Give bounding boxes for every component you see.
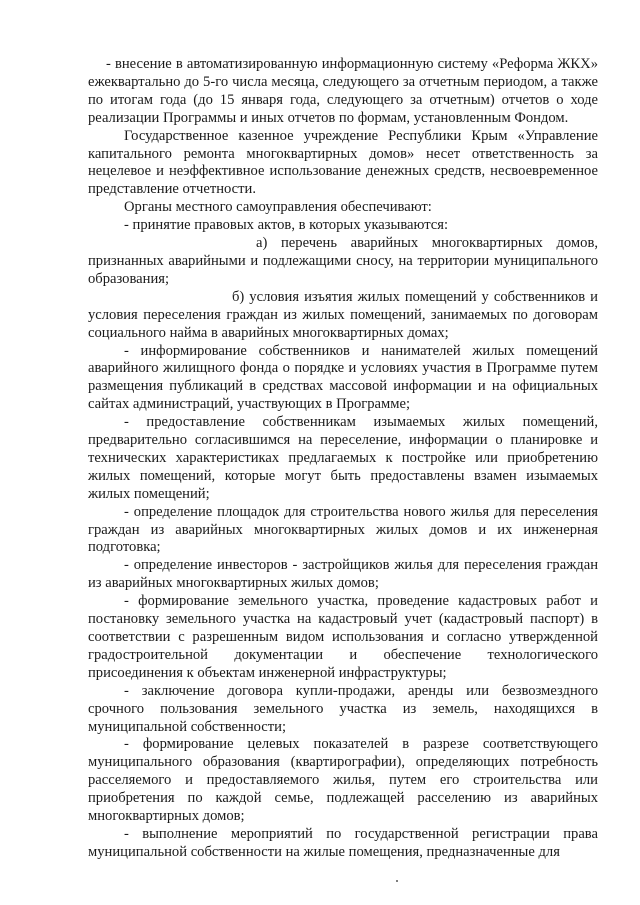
paragraph-investors: - определение инвесторов - застройщиков жилья для переселения граждан из аварийных многоквартирных жилых домов; (88, 557, 598, 592)
paragraph-responsibility: Государственное казенное учреждение Республики Крым «Управление капитального ремонта многоквартирных домов» несет ответственность за нецелевое и неэффективное использование денежных средств, несвоевременное представление отчетности. (88, 127, 598, 198)
paragraph-targets: - формирование целевых показателей в разрезе соответствующего муниципального образования (квартирографии), определяющих потребность расселяемого и предоставляемого жилья, путем его строительства или приобретения по каждой семье, подлежащей расселению из аварийных многоквартирных домов; (88, 736, 598, 825)
paragraph-reform-gkh: - внесение в автоматизированную информационную систему «Реформа ЖКХ» ежеквартально до 5-го числа месяца, следующего за отчетным периодом, а также по итогам года (до 15 января года, следующего за отчетным) отчетов о ходе реализации Программы и иных отчетов по формам, установленным Фондом. (88, 56, 598, 126)
paragraph-registration: - выполнение мероприятий по государственной регистрации права муниципальной собственности на жилые помещения, предназначенные для (88, 825, 598, 860)
list-item-b: б) условия изъятия жилых помещений у собственников и условия переселения граждан из жилых помещений, занимаемых по договорам социального найма в аварийных многоквартирных домах; (88, 288, 598, 341)
paragraph-providing-info: - предоставление собственникам изымаемых жилых помещений, предварительно согласившимся на переселение, информации о планировке и технических характеристиках предлагаемых к постройке или приобретению жилых помещений, которые могут быть предоставлены взамен изымаемых жилых помещений; (88, 414, 598, 502)
paragraph-legal-acts: - принятие правовых актов, в которых указываются: (124, 217, 449, 234)
document-body (88, 56, 598, 862)
paragraph-land-plot: - формирование земельного участка, проведение кадастровых работ и постановку земельного участка на кадастровый учет (кадастровый паспорт) в соответствии с разрешенным видом использования и согласно утвержденной градостроительной документации и обеспечение технологического присоединения к объектам инженерной инфраструктуры; (88, 593, 598, 681)
paragraph-local-government: Органы местного самоуправления обеспечивают: (124, 199, 432, 216)
paragraph-sites: - определение площадок для строительства нового жилья для переселения граждан из аварийных многоквартирных жилых домов и их инженерная подготовка; (88, 503, 598, 556)
scan-speck (396, 880, 398, 882)
paragraph-contract: - заключение договора купли-продажи, аренды или безвозмездного срочного пользования земельного участка из земель, находящихся в муниципальной собственности; (88, 682, 598, 735)
paragraph-informing: - информирование собственников и нанимателей жилых помещений аварийного жилищного фонда о порядке и условиях участия в Программе путем размещения публикаций в средствах массовой информации и на официальных сайтах администраций, участвующих в Программе; (88, 342, 598, 413)
list-item-a: а) перечень аварийных многоквартирных домов, признанных аварийными и подлежащими сносу, на территории муниципального образования; (88, 235, 598, 287)
